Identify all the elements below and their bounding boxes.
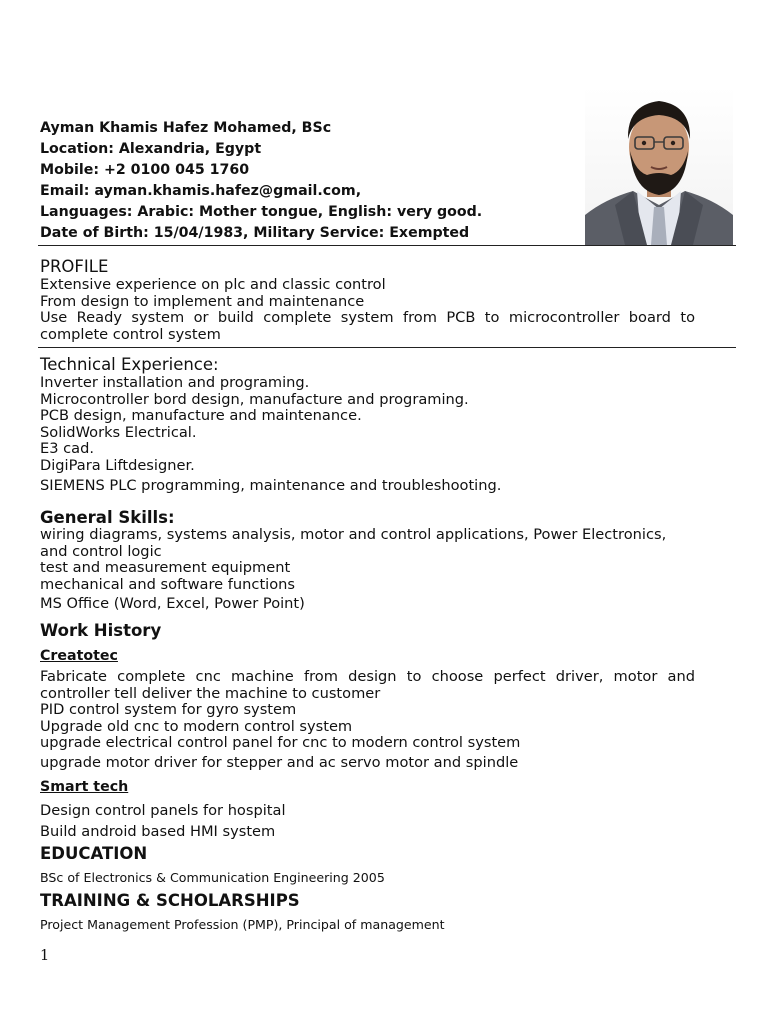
general-heading: General Skills: bbox=[40, 508, 175, 527]
work-line: Design control panels for hospital bbox=[40, 802, 286, 819]
work-line: PID control system for gyro system bbox=[40, 701, 297, 719]
technical-line: DigiPara Liftdesigner. bbox=[40, 456, 195, 474]
technical-line: E3 cad. bbox=[40, 440, 95, 458]
profile-heading: PROFILE bbox=[40, 257, 109, 276]
training-text: Project Management Profession (PMP), Principal of management bbox=[40, 917, 445, 932]
profile-photo bbox=[585, 87, 733, 245]
employer-smart-tech: Smart tech bbox=[40, 779, 129, 795]
creatotec-body bbox=[40, 669, 695, 772]
general-line: and control logic bbox=[40, 542, 162, 560]
education-heading: EDUCATION bbox=[40, 844, 148, 863]
general-line: wiring diagrams, systems analysis, motor and control applications, Power Electronics, bbox=[40, 526, 667, 543]
work-line: controller tell deliver the machine to customer bbox=[40, 684, 381, 702]
training-heading: TRAINING & SCHOLARSHIPS bbox=[40, 891, 300, 910]
location-text: Location: Alexandria, Egypt bbox=[40, 141, 262, 157]
profile-line: Use Ready system or build complete system from PCB to microcontroller board to bbox=[40, 309, 695, 327]
mobile-text: Mobile: +2 0100 045 1760 bbox=[40, 162, 250, 178]
work-line: Fabricate complete cnc machine from design to choose perfect driver, motor and bbox=[40, 668, 695, 685]
general-line: mechanical and software functions bbox=[40, 575, 295, 593]
profile-line: From design to implement and maintenance bbox=[40, 292, 365, 310]
email-text: Email: ayman.khamis.hafez@gmail.com, bbox=[40, 183, 362, 199]
dob-text: Date of Birth: 15/04/1983, Military Service: Exempted bbox=[40, 225, 470, 241]
page-number: 1 bbox=[40, 948, 50, 964]
general-body bbox=[40, 527, 695, 613]
work-line: upgrade motor driver for stepper and ac servo motor and spindle bbox=[40, 753, 519, 771]
general-line: MS Office (Word, Excel, Power Point) bbox=[40, 595, 305, 613]
smart-tech-body bbox=[40, 803, 695, 840]
work-line: Upgrade old cnc to modern control system bbox=[40, 717, 353, 735]
technical-line: PCB design, manufacture and maintenance. bbox=[40, 407, 362, 425]
work-heading: Work History bbox=[40, 621, 162, 640]
technical-line: Microcontroller bord design, manufacture and programing. bbox=[40, 390, 469, 408]
candidate-name: Ayman Khamis Hafez Mohamed, BSc bbox=[40, 120, 332, 136]
profile-body bbox=[40, 277, 695, 343]
employer-creatotec: Creatotec bbox=[40, 648, 118, 664]
work-line: upgrade electrical control panel for cnc to modern control system bbox=[40, 734, 521, 752]
technical-body bbox=[40, 375, 695, 494]
profile-line: Extensive experience on plc and classic control bbox=[40, 276, 386, 293]
technical-line: SIEMENS PLC programming, maintenance and troubleshooting. bbox=[40, 476, 502, 494]
technical-line: SolidWorks Electrical. bbox=[40, 423, 197, 441]
technical-heading: Technical Experience: bbox=[40, 355, 219, 374]
work-line: Build android based HMI system bbox=[40, 822, 276, 840]
contact-block bbox=[40, 118, 585, 244]
education-text: BSc of Electronics & Communication Engineering 2005 bbox=[40, 870, 385, 885]
general-line: test and measurement equipment bbox=[40, 559, 291, 577]
profile-divider bbox=[38, 347, 736, 348]
header-divider bbox=[38, 245, 736, 246]
languages-text: Languages: Arabic: Mother tongue, English: very good. bbox=[40, 204, 483, 220]
profile-line: complete control system bbox=[40, 325, 221, 343]
technical-line: Inverter installation and programing. bbox=[40, 374, 310, 391]
